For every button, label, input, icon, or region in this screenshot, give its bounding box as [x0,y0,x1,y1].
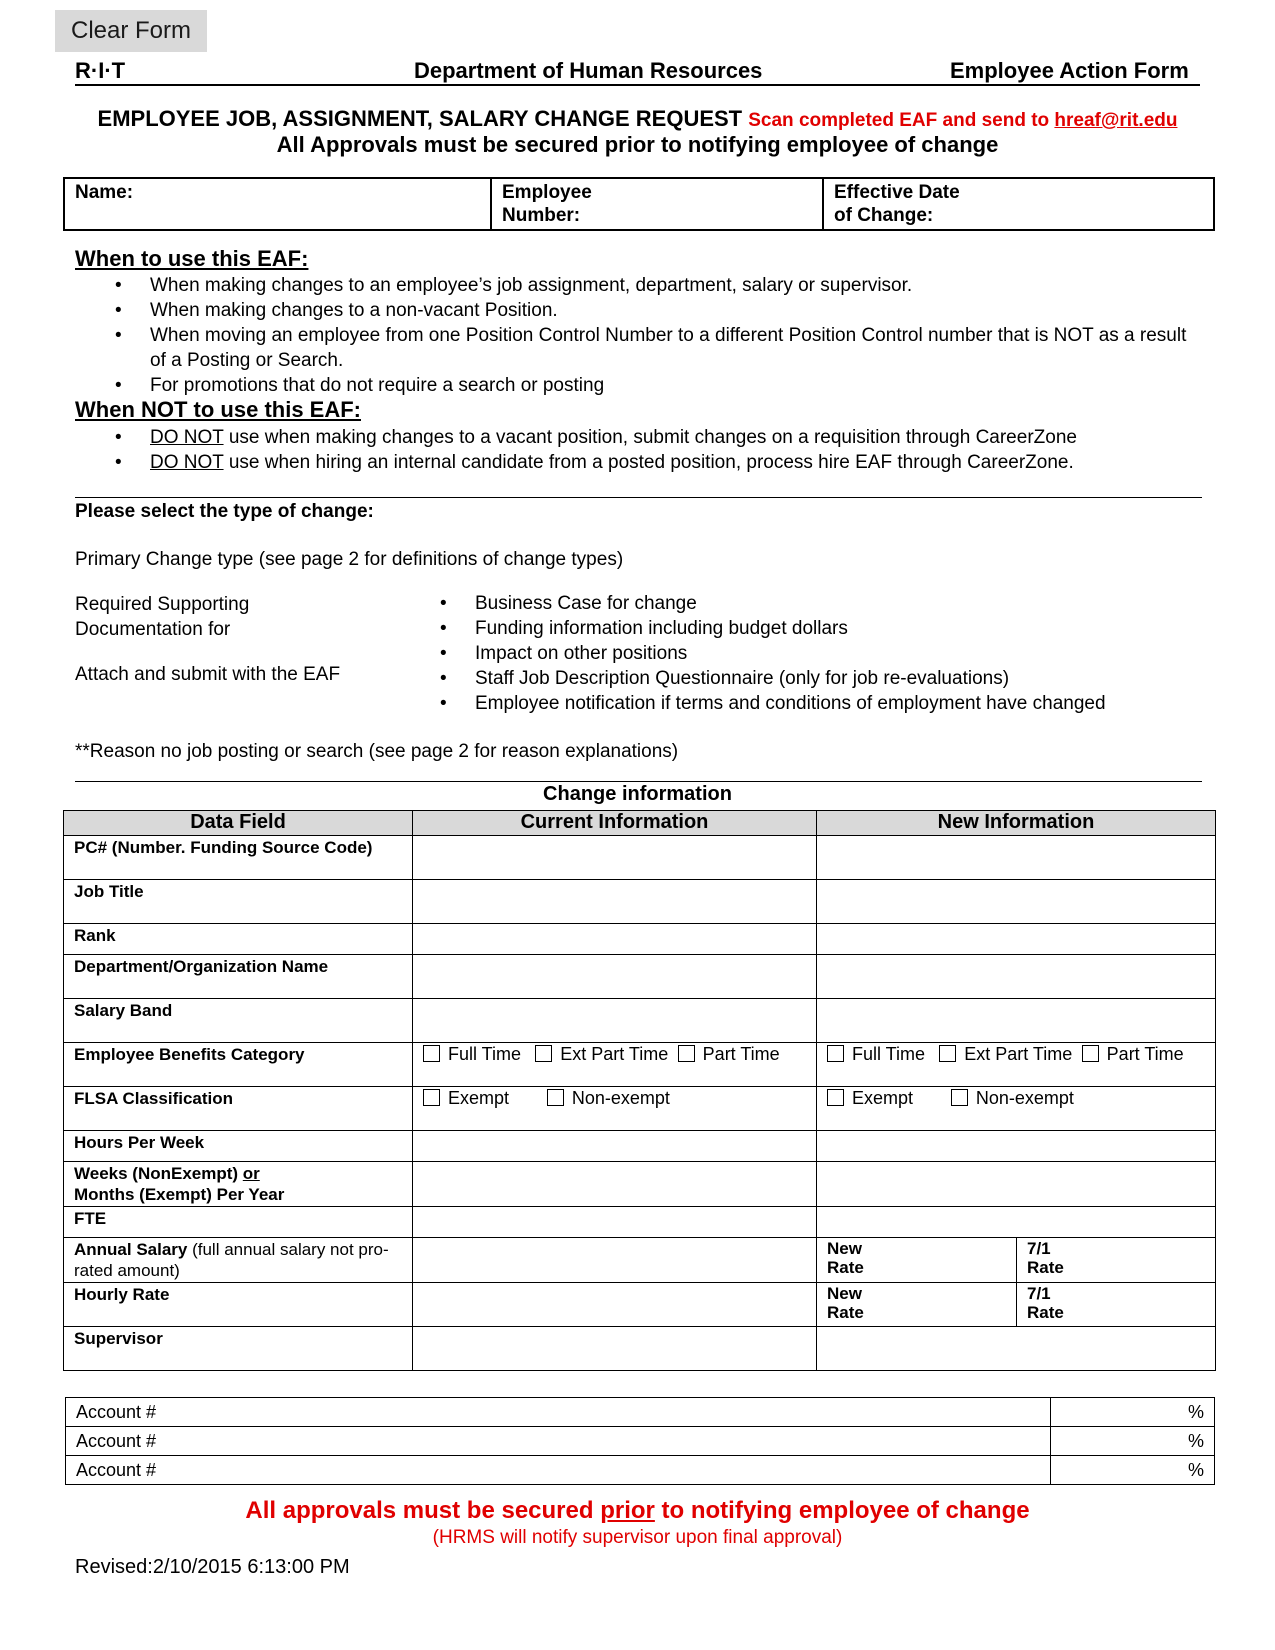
department-title: Department of Human Resources [414,58,763,83]
list-item: • DO NOT use when hiring an internal candidate from a posted position, process hire EAF through CareerZone. [75,450,1215,475]
new-input[interactable] [817,1162,1216,1207]
when-not-heading: When NOT to use this EAF: [75,397,361,422]
part-time-checkbox[interactable] [678,1045,695,1062]
row-label-flsa: FLSA Classification [64,1087,413,1131]
account-percent-field[interactable]: % [1051,1398,1215,1427]
current-input[interactable] [413,1283,817,1327]
current-flsa: Exempt Non-exempt [413,1087,817,1131]
account-number-field[interactable]: Account # [66,1398,1051,1427]
reason-no-posting[interactable]: **Reason no job posting or search (see page 2 for reason explanations) [75,741,679,762]
exempt-checkbox[interactable] [827,1089,844,1106]
attach-note: Attach and submit with the EAF [75,664,341,685]
clear-form-button[interactable]: Clear Form [55,10,207,52]
july-rate-input[interactable]: 7/1 Rate [1017,1238,1216,1283]
current-input[interactable] [413,836,817,880]
select-type-heading: Please select the type of change: [75,501,374,522]
current-input[interactable] [413,1162,817,1207]
table-row [64,955,1216,999]
hrms-note: (HRMS will notify supervisor upon final approval) [432,1527,843,1548]
ext-part-time-checkbox[interactable] [939,1045,956,1062]
non-exempt-checkbox[interactable] [547,1089,564,1106]
required-docs-list [400,591,1220,716]
change-info-caption: Change information [543,783,732,805]
exempt-checkbox[interactable] [423,1089,440,1106]
july-rate-input[interactable]: 7/1 Rate [1017,1283,1216,1327]
table-row [64,1087,1216,1131]
form-title [0,106,1275,132]
table-row [64,1131,1216,1162]
new-rate-input[interactable]: New Rate [817,1283,1017,1327]
new-benefits: Full Time Ext Part Time Part Time [817,1043,1216,1087]
account-number-field[interactable]: Account # [66,1427,1051,1456]
account-percent-field[interactable]: % [1051,1456,1215,1485]
current-input[interactable] [413,880,817,924]
table-row [64,1162,1216,1207]
part-time-checkbox[interactable] [1082,1045,1099,1062]
table-row [64,1327,1216,1371]
new-input[interactable] [817,955,1216,999]
col-data-field: Data Field [64,811,413,836]
list-item: • Funding information including budget dollars [400,616,1220,641]
row-label-benefits: Employee Benefits Category [64,1043,413,1087]
change-info-table [63,810,1216,1371]
approval-warning: All approvals must be secured prior to notifying employee of change [245,1497,1030,1524]
table-row [64,1238,1216,1283]
account-number-field[interactable]: Account # [66,1456,1051,1485]
new-input[interactable] [817,999,1216,1043]
new-input[interactable] [817,1327,1216,1371]
current-benefits: Full Time Ext Part Time Part Time [413,1043,817,1087]
table-row [66,1456,1215,1485]
when-to-use-heading: When to use this EAF: [75,246,309,271]
current-input[interactable] [413,955,817,999]
row-label-weeks: Weeks (NonExempt) or Months (Exempt) Per Year [64,1162,413,1207]
list-item: • DO NOT use when making changes to a vacant position, submit changes on a requisition through CareerZone [75,425,1215,450]
current-input[interactable] [413,999,817,1043]
list-item: • When making changes to an employee’s job assignment, department, salary or supervisor. [75,273,1195,298]
approval-note: All Approvals must be secured prior to notifying employee of change [276,132,999,157]
row-label-supervisor: Supervisor [64,1327,413,1371]
table-row [64,924,1216,955]
list-item: • Staff Job Description Questionnaire (only for job re-evaluations) [400,666,1220,691]
table-row [64,999,1216,1043]
current-input[interactable] [413,1327,817,1371]
primary-change-type[interactable]: Primary Change type (see page 2 for definitions of change types) [75,549,624,570]
scan-note: Scan completed EAF and send to hreaf@rit.edu [748,110,1178,131]
row-label-salary-band: Salary Band [64,999,413,1043]
effective-date-field[interactable]: Effective Date of Change: [823,178,1214,230]
current-input[interactable] [413,1131,817,1162]
list-item: • When making changes to a non-vacant Position. [75,298,1195,323]
new-rate-input[interactable]: New Rate [817,1238,1017,1283]
row-label-hours: Hours Per Week [64,1131,413,1162]
header-divider [75,84,1200,86]
hr-email-link[interactable]: hreaf@rit.edu [1054,110,1178,131]
table-row [64,1283,1216,1327]
new-input[interactable] [817,1131,1216,1162]
required-docs-label: Required Supporting Documentation for [75,594,250,640]
new-input[interactable] [817,1207,1216,1238]
section-divider [75,781,1202,782]
row-label-job-title: Job Title [64,880,413,924]
revised-date: Revised:2/10/2015 6:13:00 PM [75,1556,350,1578]
form-title-main: EMPLOYEE JOB, ASSIGNMENT, SALARY CHANGE REQUEST [97,106,743,131]
new-input[interactable] [817,924,1216,955]
col-current-info: Current Information [413,811,817,836]
account-table [65,1397,1215,1485]
rit-logo-text: R·I·T [75,58,126,83]
row-label-department: Department/Organization Name [64,955,413,999]
account-percent-field[interactable]: % [1051,1427,1215,1456]
table-row [66,1398,1215,1427]
current-input[interactable] [413,1207,817,1238]
table-row [64,880,1216,924]
row-label-fte: FTE [64,1207,413,1238]
row-label-rank: Rank [64,924,413,955]
current-input[interactable] [413,1238,817,1283]
form-name: Employee Action Form [950,58,1189,83]
list-item: • Business Case for change [400,591,1220,616]
full-time-checkbox[interactable] [423,1045,440,1062]
table-row [64,1207,1216,1238]
new-input[interactable] [817,836,1216,880]
when-to-use-list [75,273,1195,398]
table-row [64,1043,1216,1087]
list-item: • For promotions that do not require a search or posting [75,373,1195,398]
row-label-annual-salary: Annual Salary (full annual salary not pro-rated amount) [64,1238,413,1283]
col-new-info: New Information [817,811,1216,836]
current-input[interactable] [413,924,817,955]
ext-part-time-checkbox[interactable] [535,1045,552,1062]
list-item: • When moving an employee from one Position Control Number to a different Position Control number that is NOT as a result of a Posting or Search. [75,323,1195,373]
list-item: • Impact on other positions [400,641,1220,666]
new-input[interactable] [817,880,1216,924]
table-row [64,836,1216,880]
full-time-checkbox[interactable] [827,1045,844,1062]
name-field[interactable]: Name: [64,178,491,230]
non-exempt-checkbox[interactable] [951,1089,968,1106]
row-label-hourly-rate: Hourly Rate [64,1283,413,1327]
when-not-list [75,425,1215,475]
table-row [66,1427,1215,1456]
employee-number-field[interactable]: Employee Number: [491,178,823,230]
new-flsa: Exempt Non-exempt [817,1087,1216,1131]
section-divider [75,497,1202,498]
name-box [63,177,1215,231]
row-label-pc: PC# (Number. Funding Source Code) [64,836,413,880]
list-item: • Employee notification if terms and conditions of employment have changed [400,691,1220,716]
